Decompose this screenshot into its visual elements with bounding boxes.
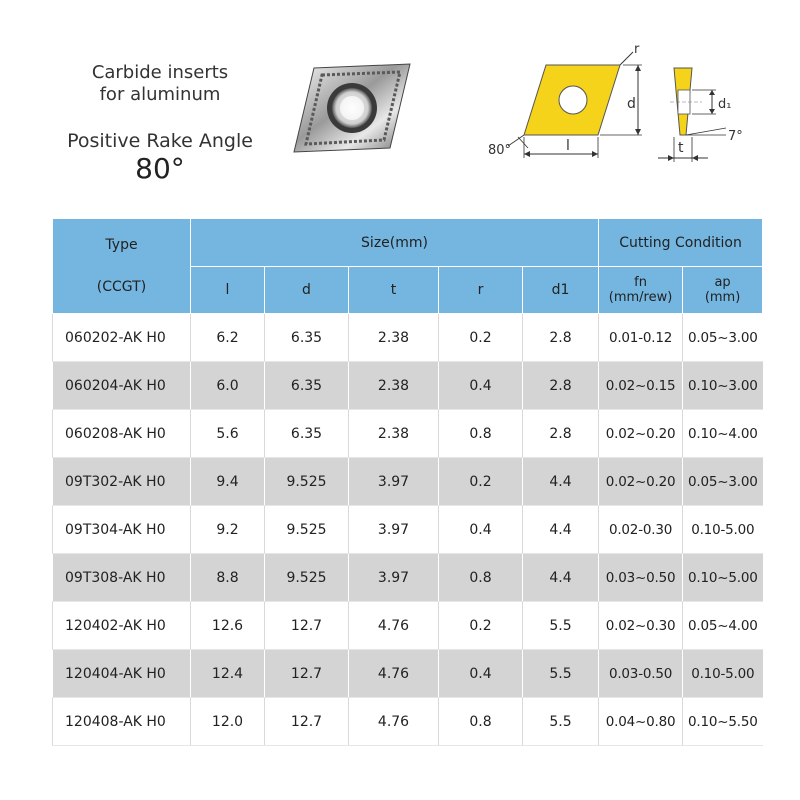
rake-angle-label: Positive Rake Angle — [67, 130, 253, 152]
cell-d1: 4.4 — [523, 458, 599, 506]
cell-ap: 0.10-5.00 — [683, 506, 763, 554]
col-t-header: t — [349, 267, 439, 314]
cell-d: 6.35 — [265, 410, 349, 458]
cell-d1: 2.8 — [523, 410, 599, 458]
col-r-header: r — [439, 267, 523, 314]
cell-r: 0.8 — [439, 410, 523, 458]
cell-ap: 0.05~3.00 — [683, 458, 763, 506]
cell-t: 3.97 — [349, 554, 439, 602]
cell-d: 12.7 — [265, 650, 349, 698]
table-row — [53, 554, 763, 602]
product-title — [60, 62, 260, 106]
cell-fn: 0.01-0.12 — [599, 314, 683, 362]
table-row — [53, 698, 763, 746]
cell-l: 6.2 — [191, 314, 265, 362]
cell-type: 09T308-AK H0 — [53, 554, 191, 602]
cell-r: 0.8 — [439, 698, 523, 746]
cell-type: 060204-AK H0 — [53, 362, 191, 410]
cell-d1: 2.8 — [523, 314, 599, 362]
label-t: t — [678, 140, 684, 156]
label-angle: 80° — [488, 143, 512, 158]
table-row — [53, 650, 763, 698]
cell-r: 0.4 — [439, 362, 523, 410]
fn-label: fn — [634, 275, 647, 290]
cell-d: 6.35 — [265, 314, 349, 362]
cell-type: 120402-AK H0 — [53, 602, 191, 650]
col-d-header: d — [265, 267, 349, 314]
col-fn-header — [599, 267, 683, 314]
cell-t: 3.97 — [349, 458, 439, 506]
cell-ap: 0.10~3.00 — [683, 362, 763, 410]
cell-fn: 0.03-0.50 — [599, 650, 683, 698]
cell-ap: 0.05~4.00 — [683, 602, 763, 650]
cell-ap: 0.10~5.00 — [683, 554, 763, 602]
cell-d1: 5.5 — [523, 698, 599, 746]
cell-l: 6.0 — [191, 362, 265, 410]
cell-ap: 0.10~4.00 — [683, 410, 763, 458]
cell-ap: 0.10-5.00 — [683, 650, 763, 698]
cell-d1: 5.5 — [523, 602, 599, 650]
size-header: Size(mm) — [191, 219, 599, 267]
condition-header: Cutting Condition — [599, 219, 763, 267]
table-row — [53, 506, 763, 554]
cell-l: 12.0 — [191, 698, 265, 746]
cell-l: 9.2 — [191, 506, 265, 554]
cell-r: 0.2 — [439, 602, 523, 650]
rake-angle-value: 80° — [135, 152, 185, 185]
cell-d: 12.7 — [265, 698, 349, 746]
label-relief: 7° — [728, 129, 743, 144]
label-d: d — [627, 96, 636, 112]
cell-r: 0.4 — [439, 650, 523, 698]
cell-l: 5.6 — [191, 410, 265, 458]
cell-t: 4.76 — [349, 698, 439, 746]
ap-unit: (mm) — [704, 290, 741, 305]
table-row — [53, 314, 763, 362]
cell-d: 9.525 — [265, 554, 349, 602]
fn-unit: (mm/rew) — [608, 290, 673, 305]
cell-ap: 0.10~5.50 — [683, 698, 763, 746]
cell-d: 6.35 — [265, 362, 349, 410]
cell-d: 12.7 — [265, 602, 349, 650]
cell-fn: 0.02~0.30 — [599, 602, 683, 650]
cell-t: 4.76 — [349, 602, 439, 650]
cell-d1: 2.8 — [523, 362, 599, 410]
insert-photo — [292, 60, 412, 155]
cell-t: 4.76 — [349, 650, 439, 698]
cell-d1: 5.5 — [523, 650, 599, 698]
col-l-header: l — [191, 267, 265, 314]
label-r: r — [634, 42, 640, 57]
cell-type: 120404-AK H0 — [53, 650, 191, 698]
cell-l: 12.4 — [191, 650, 265, 698]
cell-fn: 0.03~0.50 — [599, 554, 683, 602]
spec-table — [52, 218, 763, 746]
type-header — [53, 219, 191, 314]
col-d1-header: d1 — [523, 267, 599, 314]
cell-t: 2.38 — [349, 314, 439, 362]
title-line-2: for aluminum — [99, 84, 221, 105]
type-header-label: Type — [105, 237, 138, 253]
cell-r: 0.4 — [439, 506, 523, 554]
cell-d: 9.525 — [265, 458, 349, 506]
cell-fn: 0.04~0.80 — [599, 698, 683, 746]
cell-type: 09T304-AK H0 — [53, 506, 191, 554]
table-row — [53, 602, 763, 650]
cell-type: 120408-AK H0 — [53, 698, 191, 746]
cell-d: 9.525 — [265, 506, 349, 554]
cell-r: 0.8 — [439, 554, 523, 602]
cell-type: 060202-AK H0 — [53, 314, 191, 362]
cell-d1: 4.4 — [523, 554, 599, 602]
cell-l: 12.6 — [191, 602, 265, 650]
title-line-1: Carbide inserts — [91, 62, 229, 83]
insert-dimension-diagram — [480, 40, 780, 170]
table-row — [53, 458, 763, 506]
table-row — [53, 410, 763, 458]
cell-r: 0.2 — [439, 458, 523, 506]
table-row — [53, 362, 763, 410]
cell-l: 8.8 — [191, 554, 265, 602]
col-ap-header — [683, 267, 763, 314]
spec-table-body — [53, 314, 763, 746]
ap-label: ap — [714, 275, 731, 290]
cell-l: 9.4 — [191, 458, 265, 506]
cell-fn: 0.02~0.20 — [599, 458, 683, 506]
cell-r: 0.2 — [439, 314, 523, 362]
cell-type: 09T302-AK H0 — [53, 458, 191, 506]
type-header-sub: (CCGT) — [96, 279, 147, 295]
cell-fn: 0.02~0.15 — [599, 362, 683, 410]
cell-fn: 0.02~0.20 — [599, 410, 683, 458]
cell-fn: 0.02-0.30 — [599, 506, 683, 554]
cell-t: 2.38 — [349, 362, 439, 410]
label-d1: d₁ — [718, 97, 732, 112]
label-l: l — [566, 138, 570, 154]
cell-t: 2.38 — [349, 410, 439, 458]
cell-ap: 0.05~3.00 — [683, 314, 763, 362]
cell-t: 3.97 — [349, 506, 439, 554]
cell-type: 060208-AK H0 — [53, 410, 191, 458]
cell-d1: 4.4 — [523, 506, 599, 554]
